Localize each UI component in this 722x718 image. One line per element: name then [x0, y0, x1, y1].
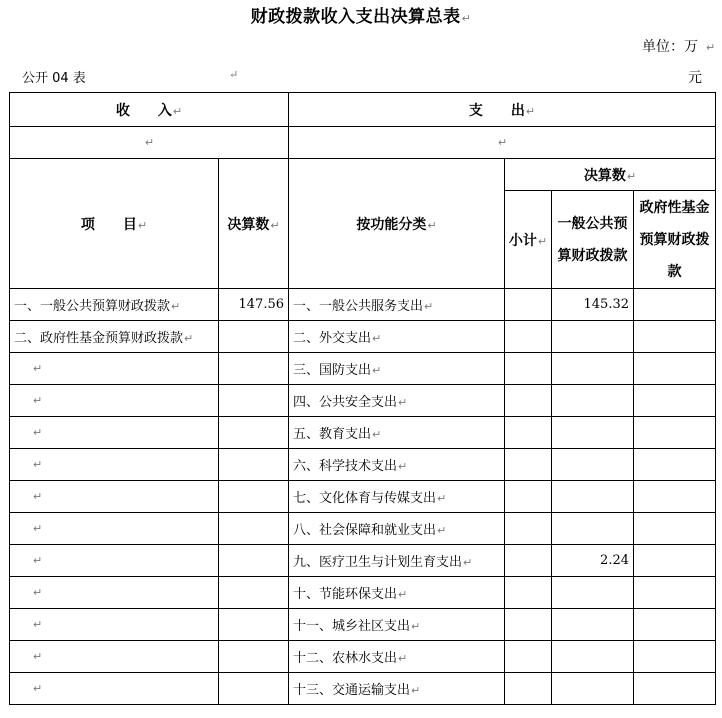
government-fund-cell: [634, 353, 716, 385]
income-amount-cell: [219, 449, 289, 481]
table-body: [10, 289, 716, 705]
finance-table: [9, 92, 716, 705]
table-row: [10, 385, 716, 417]
subtotal-cell: [505, 353, 552, 385]
paragraph-mark-icon: ↵: [398, 588, 408, 601]
table-row: [10, 673, 716, 705]
general-public-cell: [552, 673, 634, 705]
expense-item-cell: 三、国防支出↵: [289, 353, 505, 385]
paragraph-mark-icon: ↵: [33, 522, 43, 535]
government-fund-cell: [634, 673, 716, 705]
unit-text-line2: 元: [688, 70, 702, 86]
income-item-cell: [10, 385, 219, 417]
expense-item-cell: 十三、交通运输支出↵: [289, 673, 505, 705]
income-item-cell: [10, 545, 219, 577]
income-amount-cell: 147.56: [219, 289, 289, 321]
paragraph-mark-icon: ↵: [229, 68, 239, 81]
paragraph-mark-icon: ↵: [184, 332, 194, 345]
government-fund-cell: [634, 481, 716, 513]
budget-amount-header: 决算数↵: [219, 159, 289, 289]
subtotal-cell: [505, 321, 552, 353]
paragraph-mark-icon: ↵: [424, 300, 434, 313]
income-item-cell: [10, 449, 219, 481]
table-id: 公开 04 表: [22, 71, 86, 86]
table-row: [10, 449, 716, 481]
general-public-cell: [552, 609, 634, 641]
general-public-cell: [552, 321, 634, 353]
general-public-cell: [552, 417, 634, 449]
general-public-cell: [552, 641, 634, 673]
expense-item-cell: 十二、农林水支出↵: [289, 641, 505, 673]
subtotal-cell: [505, 289, 552, 321]
income-item-cell: [10, 673, 219, 705]
paragraph-mark-icon: ↵: [33, 682, 43, 695]
paragraph-mark-icon: ↵: [463, 556, 473, 569]
paragraph-mark-icon: ↵: [372, 332, 382, 345]
income-item-cell: [10, 513, 219, 545]
subtotal-cell: [505, 609, 552, 641]
income-amount-cell: [219, 673, 289, 705]
paragraph-mark-icon: ↵: [33, 618, 43, 631]
paragraph-mark-icon: ↵: [372, 428, 382, 441]
income-amount-cell: [219, 481, 289, 513]
paragraph-mark-icon: ↵: [33, 554, 43, 567]
income-item-cell: [10, 641, 219, 673]
government-fund-cell: [634, 545, 716, 577]
general-public-header: 一般公共预算财政拨款: [552, 191, 634, 289]
header-row-main: [10, 93, 716, 127]
table-row: [10, 513, 716, 545]
final-amount-group-header: 决算数↵: [505, 159, 716, 191]
table-row: [10, 641, 716, 673]
general-public-cell: [552, 385, 634, 417]
subtotal-cell: [505, 673, 552, 705]
expense-item-cell: 十、节能环保支出↵: [289, 577, 505, 609]
subtotal-cell: [505, 545, 552, 577]
expense-item-cell: 七、文化体育与传媒支出↵: [289, 481, 505, 513]
income-item-cell: 二、政府性基金预算财政拨款↵: [10, 321, 219, 353]
income-amount-cell: [219, 577, 289, 609]
paragraph-mark-icon: ↵: [33, 458, 43, 471]
income-item-cell: [10, 609, 219, 641]
paragraph-mark-icon: ↵: [398, 652, 408, 665]
table-row: [10, 545, 716, 577]
unit-label: [642, 36, 715, 56]
income-amount-cell: [219, 385, 289, 417]
header-row-columns: [10, 159, 716, 191]
paragraph-mark-icon: ↵: [461, 12, 472, 25]
income-item-cell: 一、一般公共预算财政拨款↵: [10, 289, 219, 321]
subtotal-cell: [505, 449, 552, 481]
income-amount-cell: [219, 641, 289, 673]
income-amount-cell: [219, 417, 289, 449]
subtotal-cell: [505, 641, 552, 673]
government-fund-cell: [634, 609, 716, 641]
paragraph-mark-icon: ↵: [33, 586, 43, 599]
header-row-blank: [10, 127, 716, 159]
income-amount-cell: [219, 513, 289, 545]
general-public-cell: [552, 577, 634, 609]
paragraph-mark-icon: ↵: [33, 426, 43, 439]
subtotal-cell: [505, 513, 552, 545]
table-row: [10, 481, 716, 513]
expense-item-cell: 六、科学技术支出↵: [289, 449, 505, 481]
paragraph-mark-icon: ↵: [171, 300, 181, 313]
function-class-header: 按功能分类↵: [289, 159, 505, 289]
general-public-cell: [552, 353, 634, 385]
income-amount-cell: [219, 609, 289, 641]
table-row: [10, 417, 716, 449]
subtotal-cell: [505, 417, 552, 449]
general-public-cell: [552, 513, 634, 545]
table-row: [10, 353, 716, 385]
income-amount-cell: [219, 545, 289, 577]
income-amount-cell: [219, 321, 289, 353]
document-title: [0, 2, 722, 27]
general-public-cell: 2.24: [552, 545, 634, 577]
paragraph-mark-icon: ↵: [33, 490, 43, 503]
paragraph-mark-icon: ↵: [411, 620, 421, 633]
government-fund-header: 政府性基金预算财政拨款: [634, 191, 716, 289]
expense-item-cell: 二、外交支出↵: [289, 321, 505, 353]
income-item-cell: [10, 417, 219, 449]
expense-item-cell: 一、一般公共服务支出↵: [289, 289, 505, 321]
government-fund-cell: [634, 417, 716, 449]
expense-item-cell: 五、教育支出↵: [289, 417, 505, 449]
income-item-cell: [10, 481, 219, 513]
general-public-cell: [552, 481, 634, 513]
expense-item-cell: 十一、城乡社区支出↵: [289, 609, 505, 641]
table-row: [10, 289, 716, 321]
table-row: [10, 321, 716, 353]
paragraph-mark-icon: ↵: [372, 364, 382, 377]
paragraph-mark-icon: ↵: [437, 492, 447, 505]
paragraph-mark-icon: ↵: [398, 460, 408, 473]
unit-text-line1: 单位：万: [642, 39, 698, 55]
government-fund-cell: [634, 289, 716, 321]
item-header: 项 目↵: [10, 159, 219, 289]
income-item-cell: [10, 353, 219, 385]
subtotal-header: 小计↵: [505, 191, 552, 289]
expense-item-cell: 八、社会保障和就业支出↵: [289, 513, 505, 545]
government-fund-cell: [634, 321, 716, 353]
general-public-cell: [552, 449, 634, 481]
general-public-cell: 145.32: [552, 289, 634, 321]
income-blank-cell: ↵: [10, 127, 289, 159]
expense-header: 支 出↵: [289, 93, 716, 127]
government-fund-cell: [634, 641, 716, 673]
table-row: [10, 609, 716, 641]
government-fund-cell: [634, 385, 716, 417]
subtotal-cell: [505, 577, 552, 609]
subtotal-cell: [505, 385, 552, 417]
paragraph-mark-icon: ↵: [411, 684, 421, 697]
paragraph-mark-icon: ↵: [33, 362, 43, 375]
expense-item-cell: 四、公共安全支出↵: [289, 385, 505, 417]
income-header: 收 入↵: [10, 93, 289, 127]
title-text: 财政拨款收入支出决算总表: [250, 7, 461, 27]
expense-item-cell: 九、医疗卫生与计划生育支出↵: [289, 545, 505, 577]
paragraph-mark-icon: ↵: [33, 394, 43, 407]
subtotal-cell: [505, 481, 552, 513]
income-amount-cell: [219, 353, 289, 385]
government-fund-cell: [634, 513, 716, 545]
income-item-cell: [10, 577, 219, 609]
government-fund-cell: [634, 577, 716, 609]
paragraph-mark-icon: ↵: [33, 650, 43, 663]
paragraph-mark-icon: ↵: [437, 524, 447, 537]
table-row: [10, 577, 716, 609]
paragraph-mark-icon: ↵: [398, 396, 408, 409]
expense-blank-cell: ↵: [289, 127, 716, 159]
paragraph-mark-icon: ↵: [706, 41, 716, 54]
government-fund-cell: [634, 449, 716, 481]
